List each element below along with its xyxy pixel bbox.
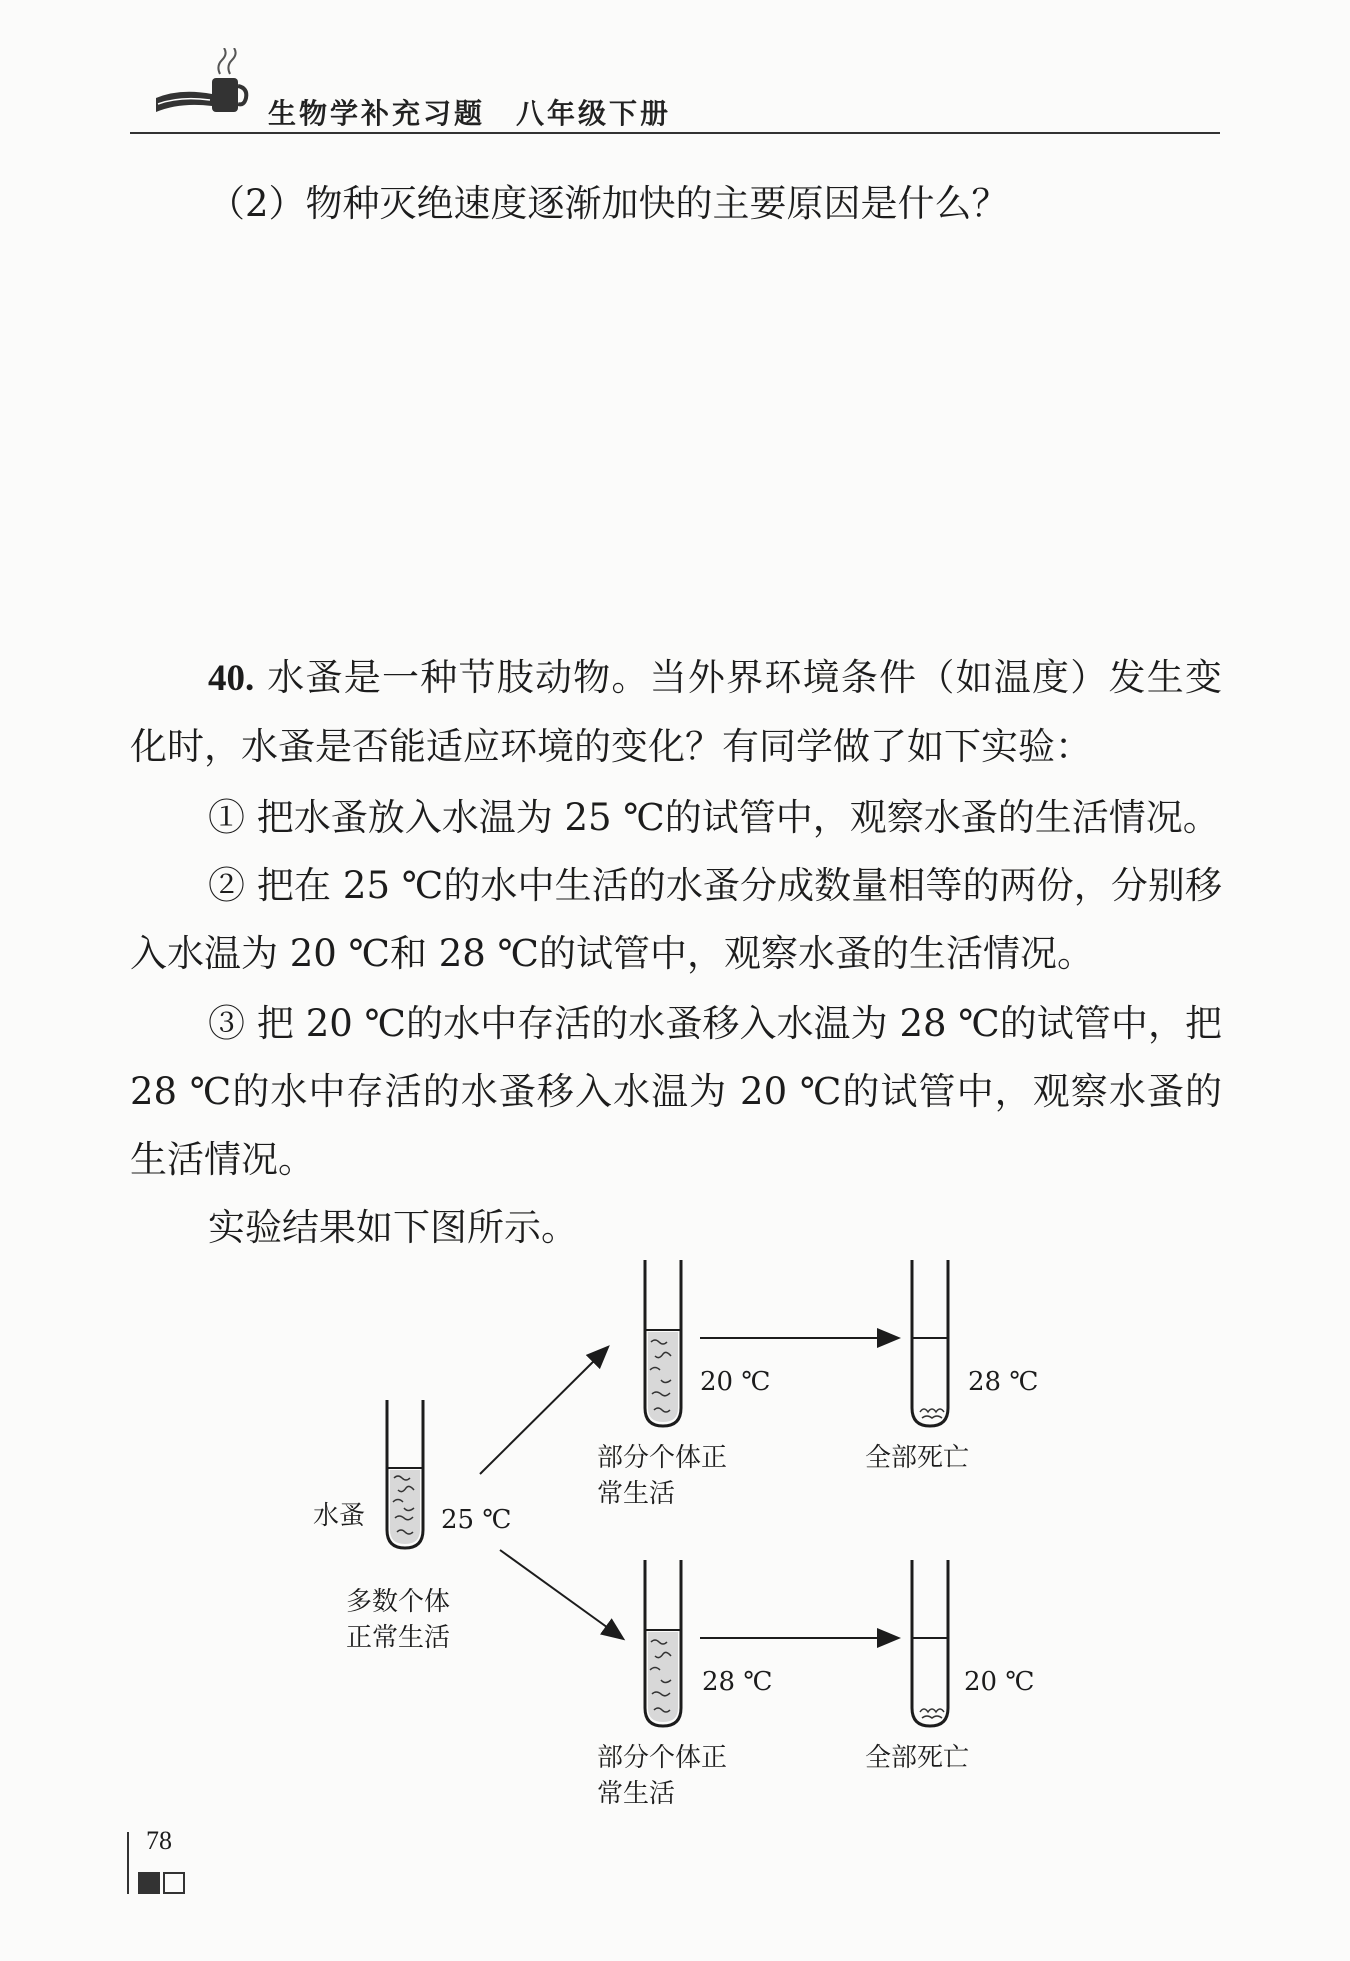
test-tube-bottom-end <box>912 1560 948 1726</box>
result-intro: 实验结果如下图所示。 <box>208 1206 578 1249</box>
question-2-text: （2）物种灭绝速度逐渐加快的主要原因是什么？ <box>208 182 1009 225</box>
book-cup-logo-icon <box>150 48 250 128</box>
arrow-up <box>480 1348 607 1474</box>
bottom-end-temp: 20 ℃ <box>964 1667 1035 1697</box>
question-40-intro-text: 水蚤是一种节肢动物。当外界环境条件（如温度）发生变化时，水蚤是否能适应环境的变化？有同学做了如下实验： <box>130 656 1223 768</box>
start-result-line1: 多数个体 <box>346 1587 451 1617</box>
footer-squares <box>138 1872 188 1894</box>
header-title: 生物学补充习题 八年级下册 <box>268 97 672 130</box>
top-middle-result-line2: 常生活 <box>597 1479 676 1509</box>
header-divider <box>130 132 1220 134</box>
page-number: 78 <box>146 1826 172 1855</box>
question-number: 40. <box>208 658 255 699</box>
top-end-result: 全部死亡 <box>865 1443 970 1473</box>
step-3: ③ 把 20 ℃的水中存活的水蚤移入水温为 28 ℃的试管中，把 28 ℃的水中存活的水蚤移入水温为 20 ℃的试管中，观察水蚤的生活情况。 <box>130 1002 1222 1181</box>
start-label: 水蚤 <box>313 1501 366 1531</box>
bottom-middle-result-line1: 部分个体正 <box>597 1743 728 1773</box>
filled-square-icon <box>138 1872 160 1894</box>
test-tube-top-end <box>912 1260 948 1426</box>
top-middle-result-line1: 部分个体正 <box>597 1443 728 1473</box>
start-temp: 25 ℃ <box>441 1505 512 1535</box>
test-tube-start <box>387 1400 423 1548</box>
start-result-line2: 正常生活 <box>346 1623 451 1653</box>
experiment-diagram <box>280 1250 1080 1830</box>
test-tube-top-middle <box>645 1260 681 1426</box>
arrow-down <box>500 1550 622 1638</box>
top-end-temp: 28 ℃ <box>968 1367 1039 1397</box>
test-tube-bottom-middle <box>645 1560 681 1726</box>
question-40-intro <box>130 644 1222 781</box>
step-1: ① 把水蚤放入水温为 25 ℃的试管中，观察水蚤的生活情况。 <box>208 796 1220 839</box>
top-middle-temp: 20 ℃ <box>700 1367 771 1397</box>
step-2: ② 把在 25 ℃的水中生活的水蚤分成数量相等的两份，分别移入水温为 20 ℃和 28 ℃的试管中，观察水蚤的生活情况。 <box>130 864 1222 975</box>
bottom-middle-temp: 28 ℃ <box>702 1667 773 1697</box>
bottom-end-result: 全部死亡 <box>865 1743 970 1773</box>
footer-rule <box>127 1832 129 1894</box>
empty-square-icon <box>163 1872 185 1894</box>
bottom-middle-result-line2: 常生活 <box>597 1779 676 1809</box>
